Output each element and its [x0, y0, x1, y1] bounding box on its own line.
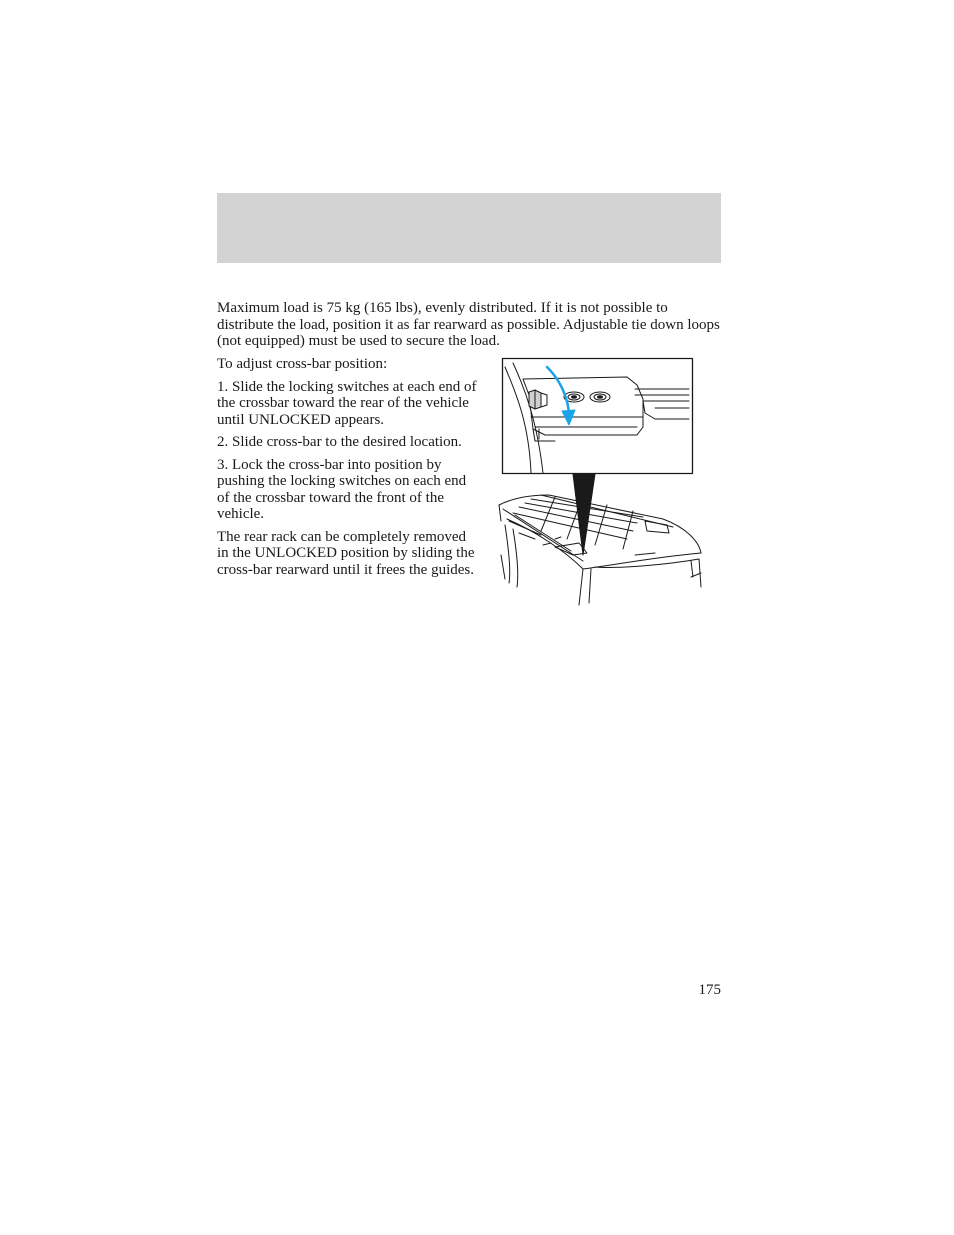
section-header-band	[217, 193, 721, 263]
page-number: 175	[698, 982, 721, 998]
instruction-step-2: 2. Slide cross-bar to the desired location.	[217, 434, 462, 450]
fastener-ring-icon	[590, 392, 610, 402]
locking-switch-detail-inset	[503, 359, 693, 474]
slide-direction-arrow-icon	[547, 367, 575, 425]
vehicle-roof-drawing	[499, 495, 701, 605]
instruction-step-1: 1. Slide the locking switches at each end of the crossbar toward the rear of the vehicle until UNLOCKED appears.	[217, 378, 477, 428]
intro-paragraph: Maximum load is 75 kg (165 lbs), evenly distributed. If it is not possible to distribute the load, position it as far rearward as possible. Adjustable tie down loops (not equipped) must be used to secure the load.	[217, 300, 720, 349]
instruction-note: The rear rack can be completely removed in the UNLOCKED position by sliding the cross-bar rearward until it frees the guides.	[217, 528, 475, 578]
roof-rack-illustration	[495, 355, 707, 610]
instructions-lead: To adjust cross-bar position:	[217, 356, 388, 372]
instructions-column	[217, 356, 479, 584]
instruction-step-3: 3. Lock the cross-bar into position by pushing the locking switches on each end of the crossbar toward the front of the vehicle.	[217, 456, 467, 522]
